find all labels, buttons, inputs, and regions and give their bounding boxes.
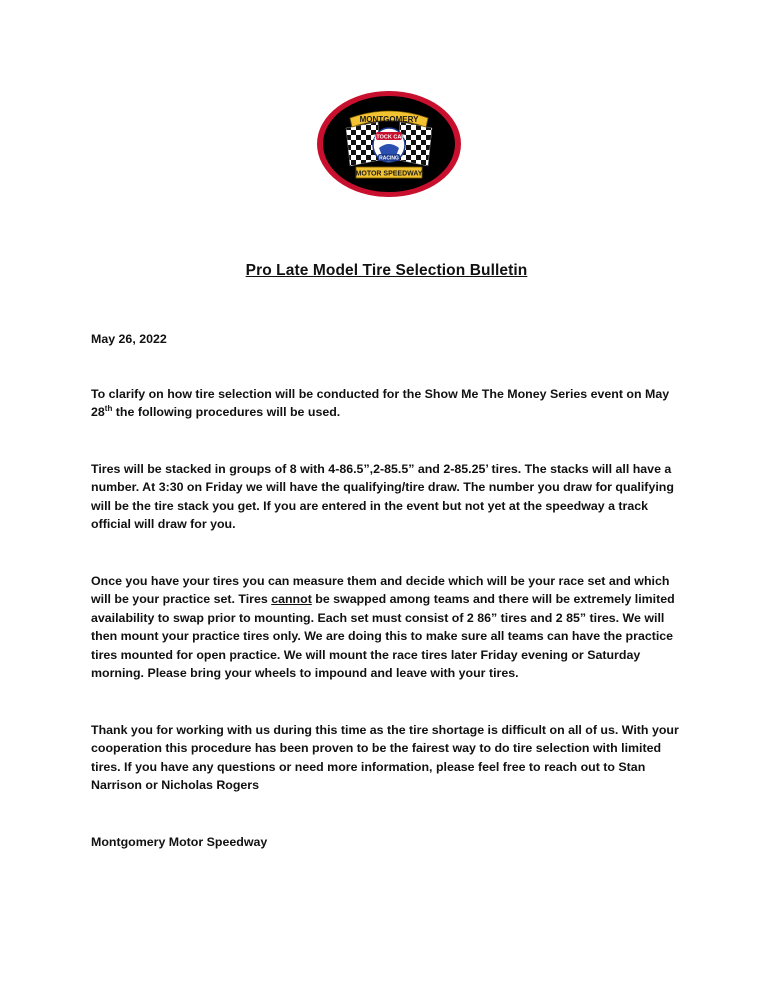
stacking-paragraph: Tires will be stacked in groups of 8 with 4-86.5”,2-85.5” and 2-85.25’ tires. The stacks will all have a number. At 3:30 on Friday we will have the qualifying/tire draw. The number you draw for qualifying will be the tire stack you get. If you are entered in the event but not yet at the speedway a track official will draw for you. bbox=[91, 462, 674, 532]
cannot-emphasis: cannot bbox=[271, 592, 312, 607]
ordinal-suffix: th bbox=[104, 404, 113, 414]
bulletin-date: May 26, 2022 bbox=[91, 332, 167, 346]
measurement-paragraph bbox=[91, 572, 691, 682]
measurement-text: Once you have your tires you can measure them and decide which will be your race set and which will be your practice set. Tires bbox=[91, 574, 670, 607]
page-title: Pro Late Model Tire Selection Bulletin bbox=[245, 262, 528, 279]
logo-text-middle-2: RACING bbox=[379, 155, 399, 162]
logo-text-top: MONTGOMERY bbox=[359, 115, 419, 124]
logo-text-bottom: MOTOR SPEEDWAY bbox=[355, 170, 423, 178]
intro-paragraph bbox=[91, 385, 691, 422]
speedway-logo bbox=[316, 90, 462, 198]
signature: Montgomery Motor Speedway bbox=[91, 835, 268, 849]
thanks-paragraph: Thank you for working with us during this time as the tire shortage is difficult on all of us. With your cooperation this procedure has been proven to be the fairest way to do tire selection with limited tires. If you have any questions or need more information, please feel free to reach out to Stan Narrison or Nicholas Rogers bbox=[91, 723, 679, 793]
measurement-text-end: be swapped among teams and there will be extremely limited availability to swap prior to mounting. Each set must consist of 2 86” tires and 2 85” tires. We will then mount your practice tires only. We are doing this to make sure all teams can have the practice tires mounted for open practice. We will mount the race tires later Friday evening or Saturday morning. Please bring your wheels to impound and leave with your tires. bbox=[91, 592, 675, 681]
intro-text-end: the following procedures will be used. bbox=[112, 405, 341, 420]
logo-emblem bbox=[316, 90, 462, 198]
intro-text: To clarify on how tire selection will be conducted for the Show Me The Money Series event on May 28 bbox=[91, 387, 670, 420]
logo-text-middle-1: STOCK CAR bbox=[372, 134, 406, 141]
